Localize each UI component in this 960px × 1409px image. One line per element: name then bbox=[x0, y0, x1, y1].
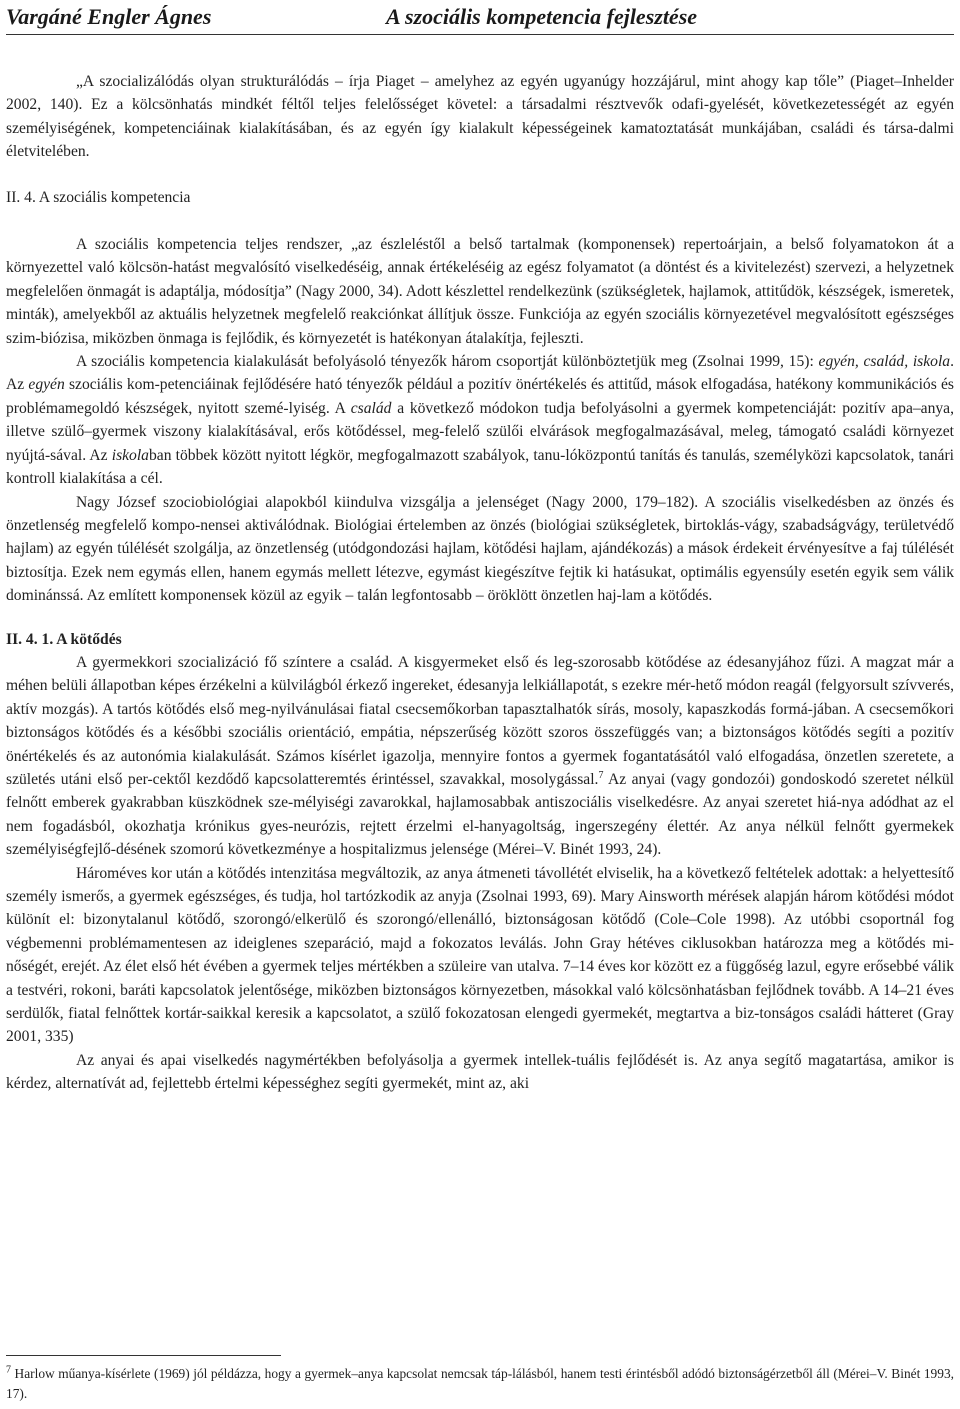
header-rule bbox=[6, 34, 954, 35]
footnote-ref[interactable]: 7 bbox=[598, 769, 604, 781]
paragraph: Nagy József szociobiológiai alapokból kiindulva vizsgálja a jelenséget (Nagy 2000, 179–182). A szociális viselkedésben az önzés és önzetlenség megfelelő kompo-nensei aktiválódnak. Biológiai értelemben az önzés (biológiai szükségletek, birtoklás-vágy, szabadságvágy, területvédő hajlam) az egyén túlélését szolgálja, az önzetlenség (utódgondozási hajlam, kötődési hajlam, ajándékozás) a mások érdekeit érvényesítve a faj túlélését biztosítja. Ezek nem egymás ellen, hanem egymás mellett létezve, egymást kiegészítve fejtik ki hatásukat, optimális egyensúly esetén egyik sem válik dominánssá. Az említett komponensek közül az egyik – talán legfontosabb – öröklött önzetlen haj-lam a kötődés. bbox=[6, 493, 954, 605]
paragraph: Hároméves kor után a kötődés intenzitása megváltozik, az anya átmeneti távollétét elviselik, ha a következő feltételek adottak: a helyettesítő személy ismerős, a gyermek egészséges, és tudja, hol tartózkodik az anyja (Zsolnai 1993, 69). Mary Ainsworth mérések alapján három kötődési módot különít el: bizonytalanul kötődő, szorongó/elkerülő és szorongó/ellenálló, biztonságosan kötődő (Cole–Cole 1998). Az utóbbi csoportnál fog végbemenni problémamentesen az ideiglenes szeparáció, majd a fokozatos leválás. John Gray hétéves ciklusokban határozza meg a kötődés mi-nőségét, erejét. Az élet első hét évében a gyermek teljes mértékben a szüleire van utalva. 7–14 éves kor között ez a függőség lazul, egyre erősebbé válik a testvéri, rokoni, baráti kapcsolatok jelentősége, miközben biztonságos környezetben, másokkal való kölcsönhatásban fejlődnek tovább. A 14–21 éves serdülők, fiatal felnőttek kortár-saikkal keresik a kapcsolatot, a szülő fokozatosan elengedi gyermekét, megtartva a biz-tonságos családi hátteret (Gray 2001, 335) bbox=[6, 864, 954, 1046]
document-body bbox=[6, 70, 954, 1096]
paragraph: Az anyai és apai viselkedés nagymértékben befolyásolja a gyermek intellek-tuális fejlődését is. Az anya segítő magatartása, amikor is kérdez, alternatívát ad, fejlettebb értelmi képességhez segíti gyermekét, mint az, aki bbox=[6, 1051, 954, 1093]
text-run: Az anyai (vagy gondozói) gondoskodó szeretet nélkül felnőtt emberek gyakrabban küszködnek sze-mélyiségi zavarokkal, hajlamosabbak antiszociális viselkedésre. Az anyai szeretet hiá-nya adódhat az el nem fogadásból, okozhatja krónikus gyes-neurózis, rejtett érzelmi el-hanyagoltság, ingerszegény élettér. Az anya nélkül felnőtt gyermekek személyiségfejlő-désének szomorú következménye a hospitalizmus jelensége (Mérei–V. Binét 1993, 24). bbox=[6, 770, 954, 859]
italic-text: iskola bbox=[111, 446, 149, 464]
paragraph: A szociális kompetencia teljes rendszer, „az észleléstől a belső tartalmak (komponensek) repertoárjain, a belső folyamatokon át a környezettel való kölcsön-hatást megvalósító viselkedéséig, annak értékeléséig az egész folyamatot (a döntést és a kivitelezést) szervezi, a helyzetnek megfelelően önmagát is adaptálja, módosítja” (Nagy 2000, 34). Adott készlettel rendelkezünk (szükségletek, hajlamok, attitűdök, készségek, ismeretek, minták), amelyekből az aktuális helyzetnek megfelelő reakciónkat állítjuk össze. Funkciója az egyén szociális környezetével megvalósított egészséges szim-biózisa, miközben önmaga is fejlődik, és környezetét is hatékonyan átalakítja, fejleszti. bbox=[6, 236, 954, 347]
text-run: szociális kom-petenciáinak fejlődésére ható tényezők például a pozitív önértékelés és attitűd, mások elfogadása, hatékony kommunikációs és problémamegoldó készségek, nyitott szemé-lyiség. A bbox=[6, 376, 954, 417]
paragraph bbox=[6, 651, 954, 862]
text-run: a következő módokon tudja befolyásolni a gyermek kompetenciáját: pozitív apa–anya, illetve szülő–gyermek viszony kialakításával, erős kötődéssel, meg-felelő szülői elvárások megfogalmazásával, meleg, támogató családi környezet nyújtá-sával. Az bbox=[6, 399, 955, 464]
header-title: A szociális kompetencia fejlesztése bbox=[386, 4, 698, 29]
subsection-heading: II. 4. 1. A kötődés bbox=[6, 630, 122, 648]
italic-text: egyén bbox=[28, 376, 65, 394]
paragraph bbox=[6, 350, 954, 490]
paragraph: „A szocializálódás olyan strukturálódás – írja Piaget – amelyhez az egyén ugyanúgy hozzájárul, mint ahogy kap tőle” (Piaget–Inhelder 2002, 140). Ez a kölcsönhatás mindkét féltől teljes felelősséget követel: a társadalmi résztvevők odafi-gyelését, következetességét az egyén személyiségének, kompetenciáinak kialakításában, és az egyén így kialakult képességeinek kamatoztatását munkájában, családi és társa-dalmi életvitelében. bbox=[6, 73, 954, 161]
italic-text: egyén, család, iskola bbox=[818, 353, 951, 371]
running-header bbox=[6, 2, 954, 36]
footnote bbox=[6, 1364, 954, 1404]
text-run: . Az bbox=[6, 353, 954, 394]
header-author: Vargáné Engler Ágnes bbox=[6, 4, 212, 29]
text-run: A gyermekkori szocializáció fő színtere a család. A kisgyermeket első és leg-szorosabb kötődése az édesanyjához fűzi. A magzat már a méhen belüli állapotban képes érzékelni a külvilágból érkező ingereket, édesanyja lelkiállapotát, s ezekre mér-hető módon reagál (felgyorsult szívverés, aktív mozgás). A tartós kötődés első meg-nyilvánulásai fiatal csecsemőkorban tapasztalhatók sírás, mosoly, kapaszkodás formá-jában. A csecsemőkori biztonságos kötődés és a későbbi szociális orientáció, empátia, népszerűség között szoros összefüggés van; a biztonságos kötődés segíti a pozitív önértékelés és az autonómia kialakulását. Számos kísérlet igazolja, mennyire fontos a gyermek fogantatásától való elfogadása, önzetlen szeretete, a születés utáni első per-cektől kezdődő kapcsolatteremtés érintéssel, szavakkal, mosolygással. bbox=[6, 653, 954, 788]
section-heading: II. 4. A szociális kompetencia bbox=[6, 188, 191, 206]
footnote-rule bbox=[6, 1355, 281, 1356]
footnote-text: Harlow műanya-kísérlete (1969) jól példázza, hogy a gyermek–anya kapcsolat nemcsak táp-lálásból, hanem testi érintésből adódó biztonságérzetből áll (Mérei–V. Binét 1993, 17). bbox=[6, 1366, 954, 1401]
text-run: ban többek között nyitott légkör, megfogalmazott szabályok, tanu-lóközpontú tanítás és tanulás, személyközi kapcsolatok, tanári kontroll kialakítása a cél. bbox=[6, 446, 954, 488]
italic-text: család bbox=[350, 399, 392, 417]
footnote-number: 7 bbox=[6, 1364, 11, 1376]
text-run: A szociális kompetencia kialakulását befolyásoló tényezők három csoportját különböztetjük meg (Zsolnai 1999, 15): bbox=[76, 353, 819, 371]
